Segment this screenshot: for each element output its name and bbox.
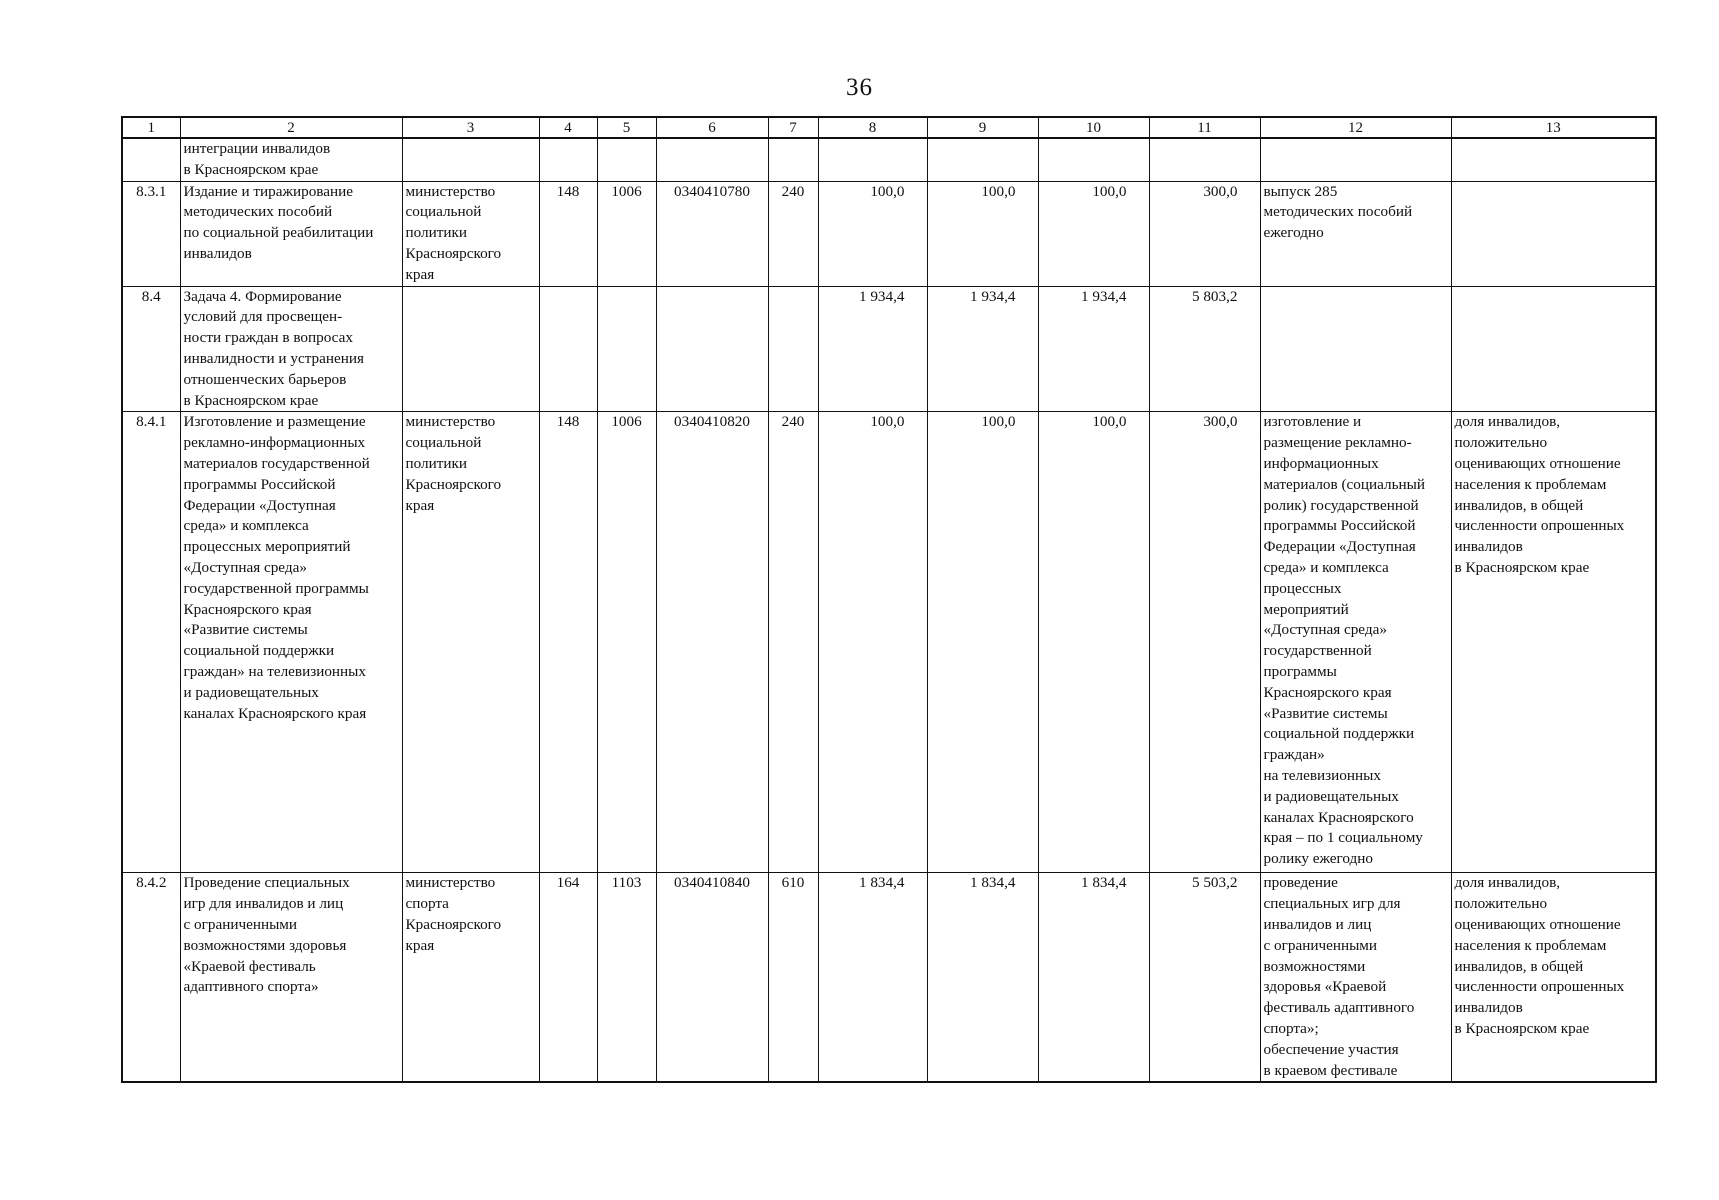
item-number: 8.4.2 — [122, 873, 180, 1082]
column-number: 12 — [1260, 117, 1451, 138]
item-grbs — [539, 138, 597, 181]
item-rzpr — [597, 286, 656, 412]
item-result: выпуск 285 методических пособий ежегодно — [1260, 181, 1451, 286]
item-number: 8.3.1 — [122, 181, 180, 286]
item-year1: 100,0 — [818, 412, 927, 873]
item-vr: 240 — [768, 412, 818, 873]
item-csr — [656, 138, 768, 181]
item-vr: 240 — [768, 181, 818, 286]
column-number: 8 — [818, 117, 927, 138]
item-indicator — [1451, 286, 1656, 412]
item-name: Издание и тиражирование методических пособий по социальной реабилитации инвалидов — [180, 181, 402, 286]
column-number: 5 — [597, 117, 656, 138]
item-year3: 1 934,4 — [1038, 286, 1149, 412]
table-row-8-3-1 — [122, 181, 1656, 286]
item-year2: 100,0 — [927, 412, 1038, 873]
item-rzpr: 1006 — [597, 181, 656, 286]
item-total: 300,0 — [1149, 412, 1260, 873]
item-year3: 1 834,4 — [1038, 873, 1149, 1082]
item-vr: 610 — [768, 873, 818, 1082]
program-table — [121, 116, 1657, 1083]
item-executor: министерство социальной политики Красноярского края — [402, 181, 539, 286]
item-number: 8.4 — [122, 286, 180, 412]
item-csr — [656, 286, 768, 412]
column-number: 10 — [1038, 117, 1149, 138]
table-row-continuation — [122, 138, 1656, 181]
item-executor: министерство спорта Красноярского края — [402, 873, 539, 1082]
item-result: изготовление и размещение рекламно- информационных материалов (социальный ролик) государственной программы Российской Федерации «Доступная среда» и комплекса процессных мероприятий «Доступная среда» государственной программы Красноярского края «Развитие системы социальной поддержки граждан» на телевизионных и радиовещательных каналах Красноярского края – по 1 социальному ролику ежегодно — [1260, 412, 1451, 873]
item-year2: 1 934,4 — [927, 286, 1038, 412]
item-grbs: 148 — [539, 181, 597, 286]
item-year1 — [818, 138, 927, 181]
item-total: 5 503,2 — [1149, 873, 1260, 1082]
column-number-row — [122, 117, 1656, 138]
item-indicator: доля инвалидов, положительно оценивающих отношение населения к проблемам инвалидов, в общей численности опрошенных инвалидов в Красноярском крае — [1451, 412, 1656, 873]
item-total: 5 803,2 — [1149, 286, 1260, 412]
column-number: 6 — [656, 117, 768, 138]
column-number: 13 — [1451, 117, 1656, 138]
item-name: интеграции инвалидов в Красноярском крае — [180, 138, 402, 181]
item-year3: 100,0 — [1038, 181, 1149, 286]
column-number: 3 — [402, 117, 539, 138]
column-number: 2 — [180, 117, 402, 138]
column-number: 9 — [927, 117, 1038, 138]
item-name: Проведение специальных игр для инвалидов и лиц с ограниченными возможностями здоровья «Краевой фестиваль адаптивного спорта» — [180, 873, 402, 1082]
item-grbs — [539, 286, 597, 412]
item-year2 — [927, 138, 1038, 181]
item-year2: 1 834,4 — [927, 873, 1038, 1082]
table-row-8-4 — [122, 286, 1656, 412]
item-result: проведение специальных игр для инвалидов и лиц с ограниченными возможностями здоровья «Краевой фестиваль адаптивного спорта»; обеспечение участия в краевом фестивале — [1260, 873, 1451, 1082]
item-vr — [768, 138, 818, 181]
item-total: 300,0 — [1149, 181, 1260, 286]
item-indicator: доля инвалидов, положительно оценивающих отношение населения к проблемам инвалидов, в общей численности опрошенных инвалидов в Красноярском крае — [1451, 873, 1656, 1082]
table-row-8-4-2 — [122, 873, 1656, 1082]
item-executor — [402, 286, 539, 412]
item-year3 — [1038, 138, 1149, 181]
page-number: 36 — [846, 74, 873, 101]
item-number — [122, 138, 180, 181]
item-indicator — [1451, 181, 1656, 286]
item-executor — [402, 138, 539, 181]
column-number: 1 — [122, 117, 180, 138]
column-number: 11 — [1149, 117, 1260, 138]
item-total — [1149, 138, 1260, 181]
item-year1: 1 934,4 — [818, 286, 927, 412]
item-year2: 100,0 — [927, 181, 1038, 286]
item-rzpr: 1103 — [597, 873, 656, 1082]
item-year1: 1 834,4 — [818, 873, 927, 1082]
item-result — [1260, 138, 1451, 181]
column-number: 7 — [768, 117, 818, 138]
item-result — [1260, 286, 1451, 412]
item-csr: 0340410780 — [656, 181, 768, 286]
item-rzpr: 1006 — [597, 412, 656, 873]
item-name: Задача 4. Формирование условий для просвещен- ности граждан в вопросах инвалидности и устранения отношенческих барьеров в Красноярском крае — [180, 286, 402, 412]
item-indicator — [1451, 138, 1656, 181]
item-grbs: 148 — [539, 412, 597, 873]
item-rzpr — [597, 138, 656, 181]
item-year3: 100,0 — [1038, 412, 1149, 873]
item-name: Изготовление и размещение рекламно-информационных материалов государственной программы Российской Федерации «Доступная среда» и комплекса процессных мероприятий «Доступная среда» государственной программы Красноярского края «Развитие системы социальной поддержки граждан» на телевизионных и радиовещательных каналах Красноярского края — [180, 412, 402, 873]
column-number: 4 — [539, 117, 597, 138]
table-row-8-4-1 — [122, 412, 1656, 873]
item-csr: 0340410820 — [656, 412, 768, 873]
item-csr: 0340410840 — [656, 873, 768, 1082]
item-executor: министерство социальной политики Красноярского края — [402, 412, 539, 873]
item-vr — [768, 286, 818, 412]
item-number: 8.4.1 — [122, 412, 180, 873]
item-grbs: 164 — [539, 873, 597, 1082]
item-year1: 100,0 — [818, 181, 927, 286]
